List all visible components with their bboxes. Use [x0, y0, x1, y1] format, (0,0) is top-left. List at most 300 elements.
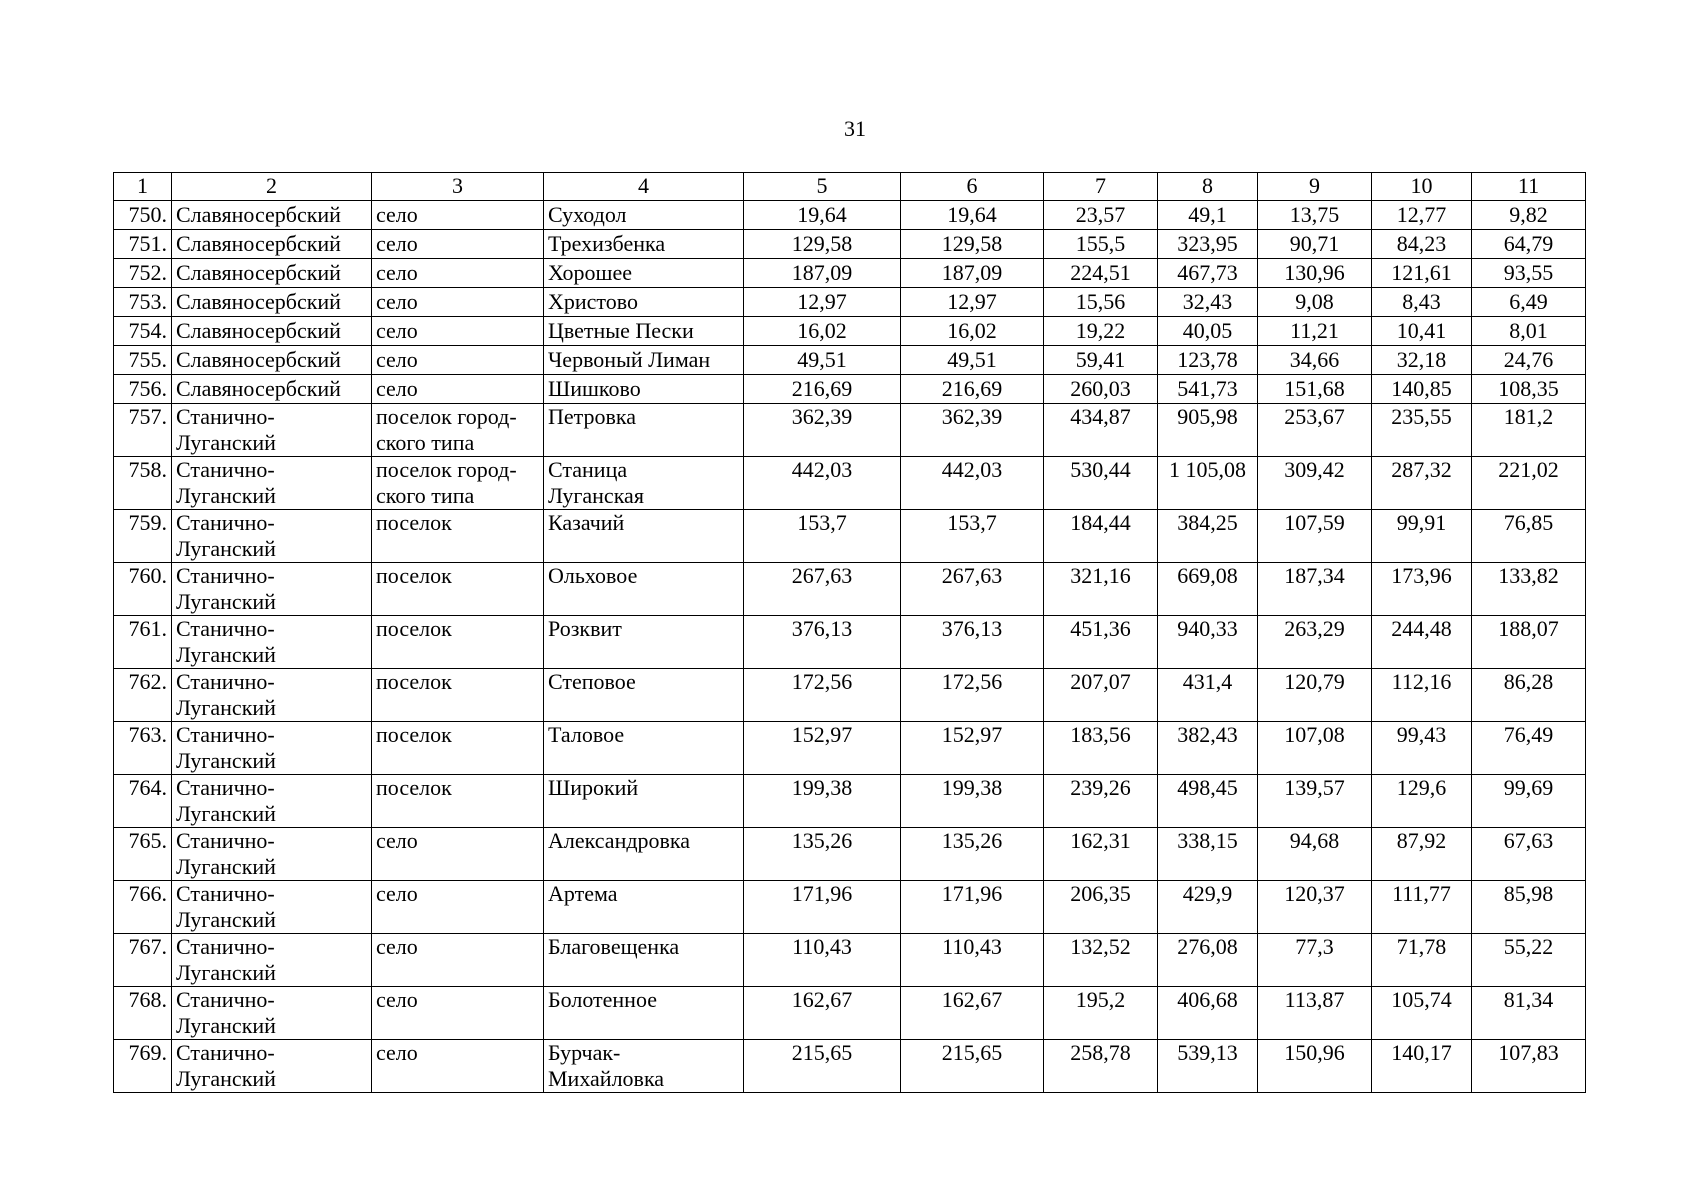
value-cell: 64,79 — [1472, 230, 1586, 259]
settlement-name-cell — [544, 201, 744, 230]
table-row — [114, 775, 1586, 828]
value-cell: 1 105,08 — [1158, 457, 1258, 510]
cell-text-line: поселок — [376, 510, 452, 535]
cell-text-line: Болотенное — [548, 987, 657, 1012]
row-number-cell: 756. — [114, 375, 172, 404]
value-cell: 406,68 — [1158, 987, 1258, 1040]
settlement-type-cell — [372, 230, 544, 259]
value-cell: 140,85 — [1372, 375, 1472, 404]
value-cell: 172,56 — [901, 669, 1044, 722]
value-cell: 376,13 — [901, 616, 1044, 669]
cell-text-line: поселок город- — [376, 404, 517, 429]
cell-text-line: поселок — [376, 669, 452, 694]
value-cell: 153,7 — [901, 510, 1044, 563]
value-cell: 215,65 — [901, 1040, 1044, 1093]
settlement-name-cell — [544, 317, 744, 346]
cell-text-line: село — [376, 260, 418, 285]
settlement-type-cell — [372, 259, 544, 288]
value-cell: 152,97 — [901, 722, 1044, 775]
cell-text-line: Луганский — [176, 642, 276, 667]
row-number-cell: 764. — [114, 775, 172, 828]
cell-text-line: Станично- — [176, 1040, 275, 1065]
cell-text-line: Славяносербский — [176, 347, 341, 372]
settlement-type-cell — [372, 1040, 544, 1093]
settlement-name-cell — [544, 346, 744, 375]
settlement-name-cell — [544, 881, 744, 934]
value-cell: 113,87 — [1258, 987, 1372, 1040]
value-cell: 162,67 — [744, 987, 901, 1040]
settlement-type-cell — [372, 563, 544, 616]
cell-text-line: Хорошее — [548, 260, 632, 285]
value-cell: 181,2 — [1472, 404, 1586, 457]
value-cell: 49,51 — [744, 346, 901, 375]
district-cell — [172, 775, 372, 828]
cell-text-line: поселок — [376, 616, 452, 641]
cell-text-line: Станично- — [176, 616, 275, 641]
settlement-name-cell — [544, 934, 744, 987]
district-cell — [172, 881, 372, 934]
value-cell: 669,08 — [1158, 563, 1258, 616]
settlement-type-cell — [372, 616, 544, 669]
cell-text-line: ского типа — [376, 430, 475, 455]
table-row — [114, 722, 1586, 775]
value-cell: 49,51 — [901, 346, 1044, 375]
cell-text-line: Артема — [548, 881, 618, 906]
settlement-name-cell — [544, 616, 744, 669]
value-cell: 376,13 — [744, 616, 901, 669]
value-cell: 90,71 — [1258, 230, 1372, 259]
table-row — [114, 259, 1586, 288]
cell-text-line: Станица — [548, 457, 628, 482]
cell-text-line: Станично- — [176, 563, 275, 588]
value-cell: 120,79 — [1258, 669, 1372, 722]
value-cell: 382,43 — [1158, 722, 1258, 775]
cell-text-line: Благовещенка — [548, 934, 680, 959]
cell-text-line: Александровка — [548, 828, 691, 853]
table-row — [114, 510, 1586, 563]
district-cell — [172, 616, 372, 669]
value-cell: 224,51 — [1044, 259, 1158, 288]
value-cell: 129,6 — [1372, 775, 1472, 828]
value-cell: 133,82 — [1472, 563, 1586, 616]
cell-text-line: Станично- — [176, 775, 275, 800]
value-cell: 221,02 — [1472, 457, 1586, 510]
value-cell: 162,31 — [1044, 828, 1158, 881]
cell-text-line: Михайловка — [548, 1066, 665, 1091]
district-cell — [172, 563, 372, 616]
value-cell: 152,97 — [744, 722, 901, 775]
value-cell: 55,22 — [1472, 934, 1586, 987]
cell-text-line: село — [376, 347, 418, 372]
district-cell — [172, 230, 372, 259]
value-cell: 362,39 — [901, 404, 1044, 457]
column-header: 3 — [372, 173, 544, 201]
table-row — [114, 1040, 1586, 1093]
value-cell: 442,03 — [901, 457, 1044, 510]
value-cell: 530,44 — [1044, 457, 1158, 510]
cell-text-line: Казачий — [548, 510, 625, 535]
cell-text-line: Луганская — [548, 483, 644, 508]
header-row — [114, 173, 1586, 201]
column-header: 7 — [1044, 173, 1158, 201]
row-number-cell: 766. — [114, 881, 172, 934]
settlement-name-cell — [544, 404, 744, 457]
settlement-type-cell — [372, 987, 544, 1040]
settlement-type-cell — [372, 288, 544, 317]
district-cell — [172, 669, 372, 722]
value-cell: 71,78 — [1372, 934, 1472, 987]
row-number-cell: 760. — [114, 563, 172, 616]
value-cell: 108,35 — [1472, 375, 1586, 404]
cell-text-line: Луганский — [176, 589, 276, 614]
value-cell: 173,96 — [1372, 563, 1472, 616]
cell-text-line: село — [376, 231, 418, 256]
table-row — [114, 317, 1586, 346]
cell-text-line: Луганский — [176, 430, 276, 455]
row-number-cell: 751. — [114, 230, 172, 259]
value-cell: 120,37 — [1258, 881, 1372, 934]
cell-text-line: Станично- — [176, 828, 275, 853]
cell-text-line: Станично- — [176, 510, 275, 535]
value-cell: 153,7 — [744, 510, 901, 563]
value-cell: 362,39 — [744, 404, 901, 457]
value-cell: 11,21 — [1258, 317, 1372, 346]
value-cell: 207,07 — [1044, 669, 1158, 722]
cell-text-line: Луганский — [176, 536, 276, 561]
value-cell: 49,1 — [1158, 201, 1258, 230]
settlement-name-cell — [544, 563, 744, 616]
cell-text-line: Суходол — [548, 202, 627, 227]
table-body — [114, 201, 1586, 1093]
value-cell: 123,78 — [1158, 346, 1258, 375]
cell-text-line: Славяносербский — [176, 260, 341, 285]
value-cell: 32,18 — [1372, 346, 1472, 375]
row-number-cell: 765. — [114, 828, 172, 881]
district-cell — [172, 375, 372, 404]
value-cell: 171,96 — [744, 881, 901, 934]
cell-text-line: Славяносербский — [176, 376, 341, 401]
value-cell: 85,98 — [1472, 881, 1586, 934]
value-cell: 12,97 — [744, 288, 901, 317]
settlement-name-cell — [544, 288, 744, 317]
district-cell — [172, 934, 372, 987]
value-cell: 434,87 — [1044, 404, 1158, 457]
value-cell: 76,85 — [1472, 510, 1586, 563]
value-cell: 150,96 — [1258, 1040, 1372, 1093]
cell-text-line: Луганский — [176, 748, 276, 773]
value-cell: 267,63 — [744, 563, 901, 616]
value-cell: 442,03 — [744, 457, 901, 510]
value-cell: 8,01 — [1472, 317, 1586, 346]
value-cell: 384,25 — [1158, 510, 1258, 563]
settlement-name-cell — [544, 775, 744, 828]
value-cell: 309,42 — [1258, 457, 1372, 510]
table-row — [114, 457, 1586, 510]
value-cell: 15,56 — [1044, 288, 1158, 317]
value-cell: 93,55 — [1472, 259, 1586, 288]
settlement-type-cell — [372, 201, 544, 230]
value-cell: 135,26 — [901, 828, 1044, 881]
value-cell: 8,43 — [1372, 288, 1472, 317]
settlement-type-cell — [372, 375, 544, 404]
settlement-type-cell — [372, 457, 544, 510]
value-cell: 139,57 — [1258, 775, 1372, 828]
table-row — [114, 934, 1586, 987]
value-cell: 107,08 — [1258, 722, 1372, 775]
value-cell: 195,2 — [1044, 987, 1158, 1040]
row-number-cell: 754. — [114, 317, 172, 346]
district-cell — [172, 346, 372, 375]
cell-text-line: село — [376, 318, 418, 343]
settlement-name-cell — [544, 669, 744, 722]
settlement-type-cell — [372, 775, 544, 828]
value-cell: 99,43 — [1372, 722, 1472, 775]
settlement-name-cell — [544, 722, 744, 775]
row-number-cell: 768. — [114, 987, 172, 1040]
value-cell: 467,73 — [1158, 259, 1258, 288]
table-row — [114, 201, 1586, 230]
value-cell: 260,03 — [1044, 375, 1158, 404]
value-cell: 431,4 — [1158, 669, 1258, 722]
value-cell: 77,3 — [1258, 934, 1372, 987]
cell-text-line: Христово — [548, 289, 638, 314]
district-cell — [172, 1040, 372, 1093]
settlement-name-cell — [544, 259, 744, 288]
value-cell: 105,74 — [1372, 987, 1472, 1040]
value-cell: 34,66 — [1258, 346, 1372, 375]
value-cell: 84,23 — [1372, 230, 1472, 259]
value-cell: 940,33 — [1158, 616, 1258, 669]
value-cell: 16,02 — [901, 317, 1044, 346]
cell-text-line: Трехизбенка — [548, 231, 666, 256]
cell-text-line: ского типа — [376, 483, 475, 508]
settlement-type-cell — [372, 404, 544, 457]
value-cell: 132,52 — [1044, 934, 1158, 987]
cell-text-line: Станично- — [176, 934, 275, 959]
value-cell: 87,92 — [1372, 828, 1472, 881]
cell-text-line: Луганский — [176, 695, 276, 720]
row-number-cell: 750. — [114, 201, 172, 230]
cell-text-line: Луганский — [176, 960, 276, 985]
cell-text-line: Славяносербский — [176, 318, 341, 343]
table-row — [114, 288, 1586, 317]
value-cell: 235,55 — [1372, 404, 1472, 457]
value-cell: 199,38 — [744, 775, 901, 828]
value-cell: 338,15 — [1158, 828, 1258, 881]
cell-text-line: село — [376, 1040, 418, 1065]
column-header: 1 — [114, 173, 172, 201]
cell-text-line: Луганский — [176, 483, 276, 508]
value-cell: 107,59 — [1258, 510, 1372, 563]
row-number-cell: 769. — [114, 1040, 172, 1093]
table-row — [114, 563, 1586, 616]
value-cell: 187,09 — [901, 259, 1044, 288]
value-cell: 215,65 — [744, 1040, 901, 1093]
table-row — [114, 828, 1586, 881]
value-cell: 23,57 — [1044, 201, 1158, 230]
cell-text-line: Станично- — [176, 881, 275, 906]
column-header: 4 — [544, 173, 744, 201]
row-number-cell: 755. — [114, 346, 172, 375]
value-cell: 129,58 — [901, 230, 1044, 259]
value-cell: 263,29 — [1258, 616, 1372, 669]
value-cell: 216,69 — [901, 375, 1044, 404]
value-cell: 110,43 — [901, 934, 1044, 987]
value-cell: 323,95 — [1158, 230, 1258, 259]
value-cell: 162,67 — [901, 987, 1044, 1040]
settlement-name-cell — [544, 510, 744, 563]
value-cell: 155,5 — [1044, 230, 1158, 259]
value-cell: 111,77 — [1372, 881, 1472, 934]
value-cell: 239,26 — [1044, 775, 1158, 828]
settlement-type-cell — [372, 881, 544, 934]
column-header: 10 — [1372, 173, 1472, 201]
cell-text-line: Луганский — [176, 907, 276, 932]
value-cell: 498,45 — [1158, 775, 1258, 828]
value-cell: 107,83 — [1472, 1040, 1586, 1093]
value-cell: 12,77 — [1372, 201, 1472, 230]
table-row — [114, 230, 1586, 259]
table-row — [114, 669, 1586, 722]
value-cell: 19,64 — [744, 201, 901, 230]
settlement-type-cell — [372, 934, 544, 987]
cell-text-line: Таловое — [548, 722, 625, 747]
settlement-name-cell — [544, 375, 744, 404]
value-cell: 451,36 — [1044, 616, 1158, 669]
district-cell — [172, 317, 372, 346]
value-cell: 187,09 — [744, 259, 901, 288]
value-cell: 188,07 — [1472, 616, 1586, 669]
row-number-cell: 763. — [114, 722, 172, 775]
value-cell: 24,76 — [1472, 346, 1586, 375]
value-cell: 110,43 — [744, 934, 901, 987]
district-cell — [172, 987, 372, 1040]
cell-text-line: Луганский — [176, 801, 276, 826]
value-cell: 253,67 — [1258, 404, 1372, 457]
settlements-table — [113, 172, 1586, 1093]
cell-text-line: Широкий — [548, 775, 639, 800]
cell-text-line: Ольховое — [548, 563, 638, 588]
district-cell — [172, 457, 372, 510]
value-cell: 19,22 — [1044, 317, 1158, 346]
column-header: 2 — [172, 173, 372, 201]
value-cell: 13,75 — [1258, 201, 1372, 230]
value-cell: 151,68 — [1258, 375, 1372, 404]
value-cell: 321,16 — [1044, 563, 1158, 616]
cell-text-line: Бурчак- — [548, 1040, 621, 1065]
value-cell: 129,58 — [744, 230, 901, 259]
cell-text-line: Луганский — [176, 1066, 276, 1091]
value-cell: 59,41 — [1044, 346, 1158, 375]
column-header: 5 — [744, 173, 901, 201]
value-cell: 276,08 — [1158, 934, 1258, 987]
table-row — [114, 375, 1586, 404]
table-row — [114, 616, 1586, 669]
value-cell: 244,48 — [1372, 616, 1472, 669]
value-cell: 905,98 — [1158, 404, 1258, 457]
settlement-name-cell — [544, 1040, 744, 1093]
row-number-cell: 757. — [114, 404, 172, 457]
value-cell: 258,78 — [1044, 1040, 1158, 1093]
value-cell: 40,05 — [1158, 317, 1258, 346]
cell-text-line: село — [376, 828, 418, 853]
row-number-cell: 753. — [114, 288, 172, 317]
value-cell: 10,41 — [1372, 317, 1472, 346]
value-cell: 199,38 — [901, 775, 1044, 828]
cell-text-line: Станично- — [176, 722, 275, 747]
cell-text-line: Степовое — [548, 669, 636, 694]
table-row — [114, 346, 1586, 375]
value-cell: 32,43 — [1158, 288, 1258, 317]
cell-text-line: Червоный Лиман — [548, 347, 711, 372]
value-cell: 94,68 — [1258, 828, 1372, 881]
cell-text-line: село — [376, 376, 418, 401]
cell-text-line: Славяносербский — [176, 289, 341, 314]
value-cell: 121,61 — [1372, 259, 1472, 288]
value-cell: 172,56 — [744, 669, 901, 722]
district-cell — [172, 510, 372, 563]
cell-text-line: поселок — [376, 722, 452, 747]
cell-text-line: Славяносербский — [176, 231, 341, 256]
district-cell — [172, 722, 372, 775]
column-header: 9 — [1258, 173, 1372, 201]
district-cell — [172, 288, 372, 317]
value-cell: 9,82 — [1472, 201, 1586, 230]
row-number-cell: 759. — [114, 510, 172, 563]
value-cell: 140,17 — [1372, 1040, 1472, 1093]
value-cell: 187,34 — [1258, 563, 1372, 616]
settlement-type-cell — [372, 722, 544, 775]
row-number-cell: 758. — [114, 457, 172, 510]
cell-text-line: Шишково — [548, 376, 641, 401]
settlement-type-cell — [372, 828, 544, 881]
value-cell: 112,16 — [1372, 669, 1472, 722]
cell-text-line: поселок — [376, 775, 452, 800]
cell-text-line: Станично- — [176, 404, 275, 429]
table-row — [114, 404, 1586, 457]
cell-text-line: Цветные Пески — [548, 318, 694, 343]
cell-text-line: поселок город- — [376, 457, 517, 482]
row-number-cell: 767. — [114, 934, 172, 987]
value-cell: 429,9 — [1158, 881, 1258, 934]
value-cell: 267,63 — [901, 563, 1044, 616]
value-cell: 67,63 — [1472, 828, 1586, 881]
cell-text-line: Станично- — [176, 987, 275, 1012]
value-cell: 99,69 — [1472, 775, 1586, 828]
settlement-name-cell — [544, 230, 744, 259]
cell-text-line: село — [376, 987, 418, 1012]
district-cell — [172, 404, 372, 457]
cell-text-line: Луганский — [176, 1013, 276, 1038]
value-cell: 12,97 — [901, 288, 1044, 317]
cell-text-line: Славяносербский — [176, 202, 341, 227]
value-cell: 183,56 — [1044, 722, 1158, 775]
table-row — [114, 987, 1586, 1040]
value-cell: 9,08 — [1258, 288, 1372, 317]
page-number: 31 — [844, 116, 866, 141]
value-cell: 81,34 — [1472, 987, 1586, 1040]
value-cell: 135,26 — [744, 828, 901, 881]
settlement-name-cell — [544, 457, 744, 510]
cell-text-line: Станично- — [176, 669, 275, 694]
district-cell — [172, 201, 372, 230]
value-cell: 216,69 — [744, 375, 901, 404]
table-row — [114, 881, 1586, 934]
settlement-type-cell — [372, 346, 544, 375]
cell-text-line: Розквит — [548, 616, 622, 641]
cell-text-line: поселок — [376, 563, 452, 588]
cell-text-line: Луганский — [176, 854, 276, 879]
